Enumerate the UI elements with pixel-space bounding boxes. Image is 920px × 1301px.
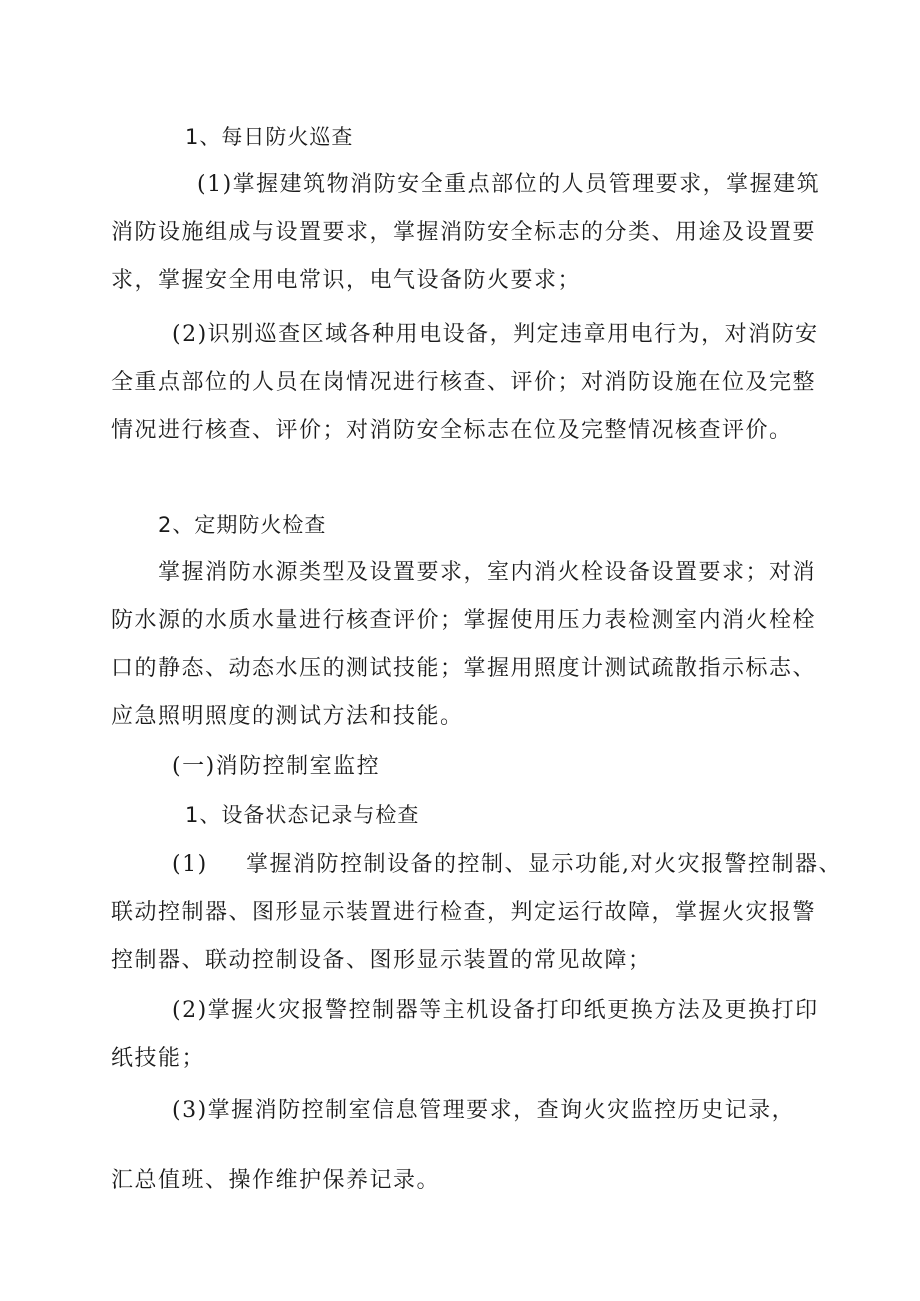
paragraph-line: 全重点部位的人员在岗情况进行核查、评价；对消防设施在位及完整 xyxy=(111,370,817,395)
paragraph-line: 控制器、联动控制设备、图形显示装置的常见故障； xyxy=(111,948,652,973)
paragraph-line: (2)识别巡查区域各种用电设备，判定违章用电行为，对消防安 xyxy=(172,322,819,347)
paragraph-line: 情况进行核查、评价；对消防安全标志在位及完整情况核查评价。 xyxy=(111,418,793,443)
paragraph-line: 掌握消防水源类型及设置要求，室内消火栓设备设置要求；对消 xyxy=(158,560,817,585)
section-heading-control-room: (一)消防控制室监控 xyxy=(172,754,381,779)
section-heading-daily-patrol: 1、每日防火巡查 xyxy=(185,125,354,149)
paragraph-line: (3)掌握消防控制室信息管理要求，查询火灾监控历史记录， xyxy=(172,1098,796,1123)
paragraph-line: 口的静态、动态水压的测试技能；掌握用照度计测试疏散指示标志、 xyxy=(111,656,817,681)
paragraph-line: 应急照明照度的测试方法和技能。 xyxy=(111,704,464,729)
paragraph-line: 消防设施组成与设置要求，掌握消防安全标志的分类、用途及设置要 xyxy=(111,220,817,245)
paragraph-line: 汇总值班、操作维护保养记录。 xyxy=(111,1168,441,1193)
paragraph-line: 纸技能； xyxy=(111,1046,206,1071)
paragraph-line: 防水源的水质水量进行核查评价；掌握使用压力表检测室内消火栓栓 xyxy=(111,608,817,633)
list-number: (1) xyxy=(172,852,208,877)
section-heading-regular-inspection: 2、定期防火检查 xyxy=(158,513,327,537)
paragraph-line: 掌握消防控制设备的控制、显示功能,对火灾报警控制器、 xyxy=(246,852,842,877)
paragraph-line: (2)掌握火灾报警控制器等主机设备打印纸更换方法及更换打印 xyxy=(172,998,819,1023)
paragraph-line: (1)掌握建筑物消防安全重点部位的人员管理要求，掌握建筑 xyxy=(197,172,821,197)
paragraph-line: 联动控制器、图形显示装置进行检查，判定运行故障，掌握火灾报警 xyxy=(111,900,817,925)
subsection-heading-equipment-status: 1、设备状态记录与检查 xyxy=(185,803,420,827)
paragraph-line: 求，掌握安全用电常识，电气设备防火要求； xyxy=(111,268,582,293)
